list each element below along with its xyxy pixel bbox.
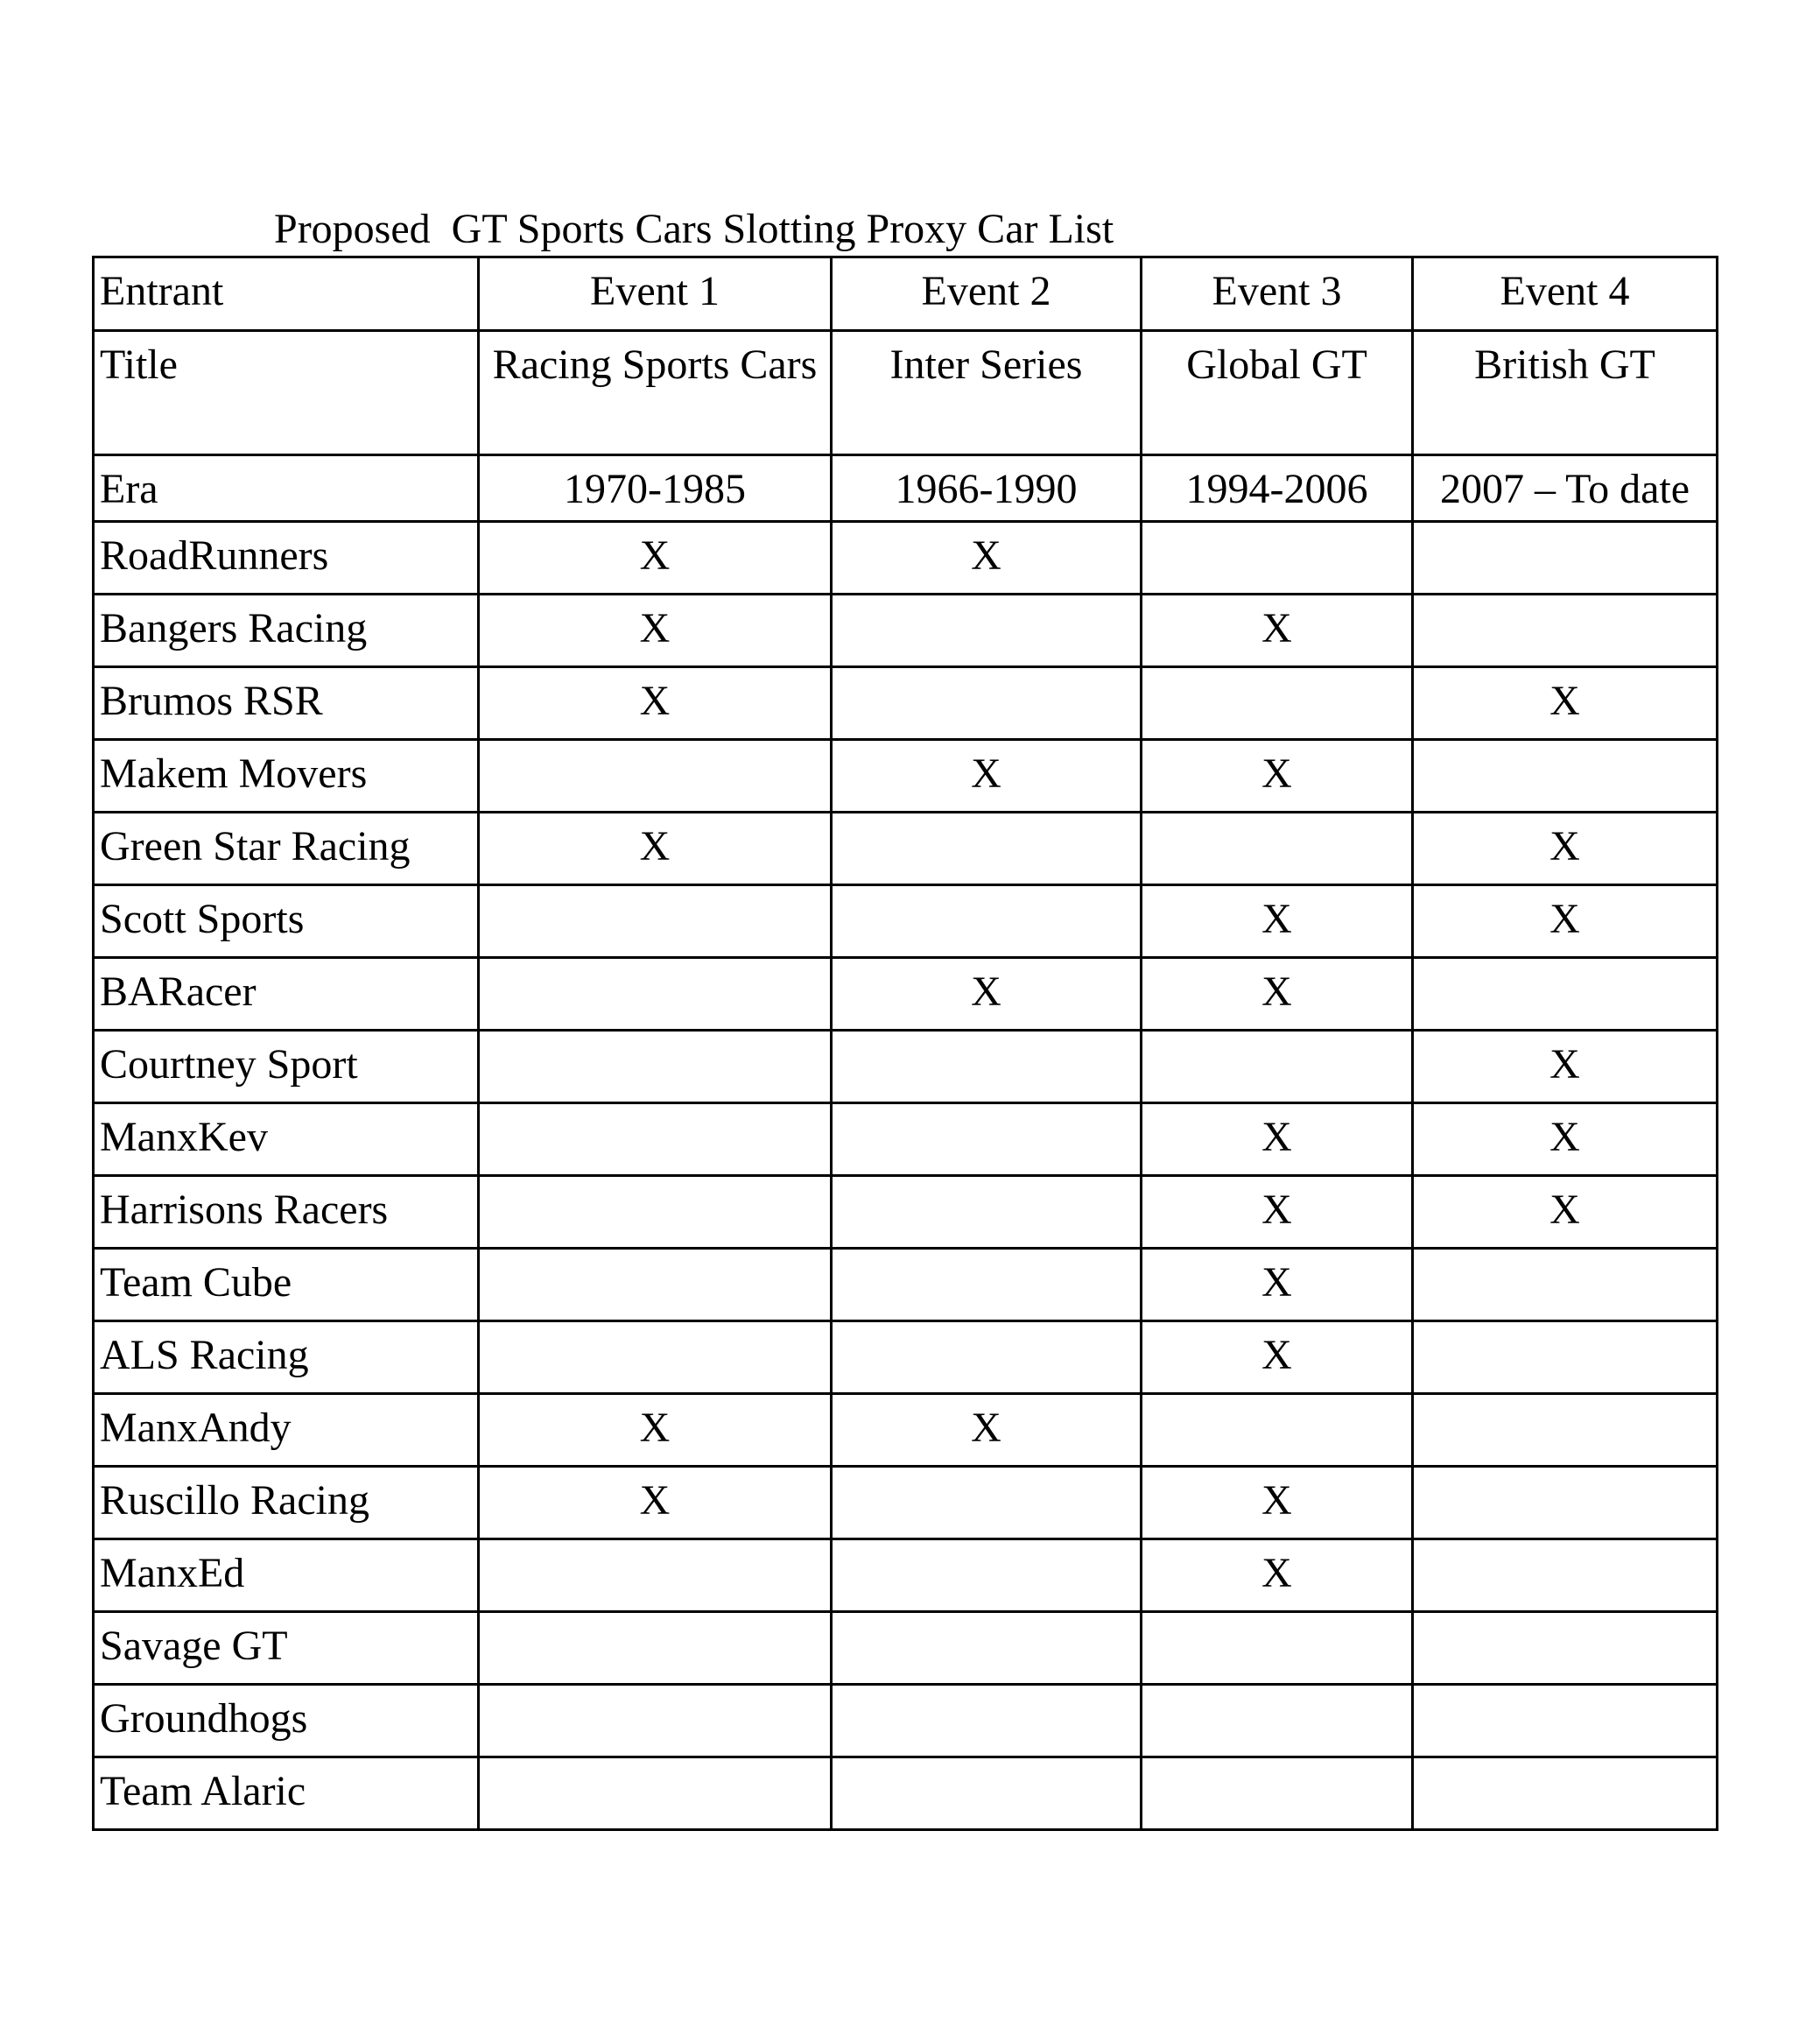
participation-mark-cell: X	[1413, 1103, 1718, 1176]
empty-cell	[1413, 522, 1718, 595]
participation-mark-cell: X	[1142, 958, 1413, 1031]
entrant-row	[94, 1467, 1718, 1539]
era-event-4-cell: 2007 – To date	[1413, 455, 1718, 522]
header-event-4: Event 4	[1413, 257, 1718, 331]
header-row	[94, 257, 1718, 331]
entrant-row	[94, 740, 1718, 813]
empty-cell	[479, 1757, 832, 1830]
entrant-name-cell: Courtney Sport	[94, 1031, 479, 1103]
empty-cell	[1413, 740, 1718, 813]
empty-cell	[479, 1249, 832, 1321]
entrant-name-cell: Ruscillo Racing	[94, 1467, 479, 1539]
participation-mark-cell: X	[1413, 1176, 1718, 1249]
entrant-name-cell: ManxKev	[94, 1103, 479, 1176]
participation-mark-cell: X	[832, 958, 1142, 1031]
empty-cell	[1142, 667, 1413, 740]
participation-mark-cell: X	[1142, 1467, 1413, 1539]
empty-cell	[1413, 1249, 1718, 1321]
empty-cell	[479, 958, 832, 1031]
empty-cell	[1413, 1539, 1718, 1612]
entrant-name-cell: ManxEd	[94, 1539, 479, 1612]
entrant-row	[94, 595, 1718, 667]
entrant-row	[94, 1685, 1718, 1757]
era-event-1-cell: 1970-1985	[479, 455, 832, 522]
proxy-car-table	[92, 256, 1718, 1831]
title-event-4-cell: British GT	[1413, 331, 1718, 455]
empty-cell	[832, 813, 1142, 885]
title-event-3-cell: Global GT	[1142, 331, 1413, 455]
empty-cell	[479, 740, 832, 813]
entrant-row	[94, 1031, 1718, 1103]
empty-cell	[832, 1249, 1142, 1321]
empty-cell	[832, 1685, 1142, 1757]
participation-mark-cell: X	[1413, 885, 1718, 958]
title-event-1-cell: Racing Sports Cars	[479, 331, 832, 455]
entrant-row	[94, 813, 1718, 885]
header-event-3: Event 3	[1142, 257, 1413, 331]
document-title: Proposed GT Sports Cars Slotting Proxy Car List	[274, 206, 1114, 252]
participation-mark-cell: X	[479, 667, 832, 740]
empty-cell	[1413, 1394, 1718, 1467]
empty-cell	[1142, 1757, 1413, 1830]
participation-mark-cell: X	[479, 1467, 832, 1539]
entrant-name-cell: Makem Movers	[94, 740, 479, 813]
entrant-name-cell: BARacer	[94, 958, 479, 1031]
empty-cell	[832, 1467, 1142, 1539]
era-row	[94, 455, 1718, 522]
entrant-name-cell: Scott Sports	[94, 885, 479, 958]
era-event-2-cell: 1966-1990	[832, 455, 1142, 522]
empty-cell	[832, 595, 1142, 667]
entrant-name-cell: Green Star Racing	[94, 813, 479, 885]
participation-mark-cell: X	[832, 1394, 1142, 1467]
participation-mark-cell: X	[1142, 885, 1413, 958]
title-row-label: Title	[94, 331, 479, 455]
entrant-row	[94, 667, 1718, 740]
participation-mark-cell: X	[479, 1394, 832, 1467]
entrant-row	[94, 522, 1718, 595]
entrant-name-cell: Team Cube	[94, 1249, 479, 1321]
header-event-2: Event 2	[832, 257, 1142, 331]
participation-mark-cell: X	[1142, 740, 1413, 813]
entrant-name-cell: Harrisons Racers	[94, 1176, 479, 1249]
participation-mark-cell: X	[1142, 1321, 1413, 1394]
entrant-name-cell: ManxAndy	[94, 1394, 479, 1467]
empty-cell	[1413, 1757, 1718, 1830]
entrant-name-cell: ALS Racing	[94, 1321, 479, 1394]
empty-cell	[832, 1031, 1142, 1103]
header-entrant: Entrant	[94, 257, 479, 331]
participation-mark-cell: X	[832, 740, 1142, 813]
entrant-row	[94, 1612, 1718, 1685]
entrant-row	[94, 1321, 1718, 1394]
entrant-row	[94, 1394, 1718, 1467]
empty-cell	[479, 1176, 832, 1249]
participation-mark-cell: X	[1413, 667, 1718, 740]
era-event-3-cell: 1994-2006	[1142, 455, 1413, 522]
empty-cell	[1142, 1031, 1413, 1103]
empty-cell	[1413, 1612, 1718, 1685]
entrant-row	[94, 958, 1718, 1031]
empty-cell	[1413, 1685, 1718, 1757]
empty-cell	[479, 1612, 832, 1685]
entrant-row	[94, 885, 1718, 958]
participation-mark-cell: X	[1142, 1539, 1413, 1612]
participation-mark-cell: X	[1142, 595, 1413, 667]
empty-cell	[479, 1103, 832, 1176]
title-event-2-cell: Inter Series	[832, 331, 1142, 455]
empty-cell	[832, 667, 1142, 740]
empty-cell	[479, 1685, 832, 1757]
empty-cell	[832, 1539, 1142, 1612]
entrant-rows	[94, 522, 1718, 1830]
entrant-name-cell: Team Alaric	[94, 1757, 479, 1830]
empty-cell	[1142, 1612, 1413, 1685]
empty-cell	[1413, 958, 1718, 1031]
participation-mark-cell: X	[1413, 1031, 1718, 1103]
empty-cell	[479, 1321, 832, 1394]
participation-mark-cell: X	[1142, 1176, 1413, 1249]
entrant-name-cell: Groundhogs	[94, 1685, 479, 1757]
empty-cell	[1413, 1467, 1718, 1539]
empty-cell	[832, 1321, 1142, 1394]
entrant-row	[94, 1103, 1718, 1176]
entrant-name-cell: Bangers Racing	[94, 595, 479, 667]
entrant-name-cell: Brumos RSR	[94, 667, 479, 740]
entrant-row	[94, 1176, 1718, 1249]
empty-cell	[1142, 813, 1413, 885]
title-row	[94, 331, 1718, 455]
participation-mark-cell: X	[1142, 1103, 1413, 1176]
empty-cell	[479, 885, 832, 958]
entrant-row	[94, 1249, 1718, 1321]
participation-mark-cell: X	[479, 595, 832, 667]
participation-mark-cell: X	[479, 522, 832, 595]
empty-cell	[832, 1612, 1142, 1685]
participation-mark-cell: X	[832, 522, 1142, 595]
empty-cell	[1142, 522, 1413, 595]
empty-cell	[1413, 1321, 1718, 1394]
empty-cell	[1142, 1394, 1413, 1467]
empty-cell	[832, 1103, 1142, 1176]
entrant-name-cell: RoadRunners	[94, 522, 479, 595]
empty-cell	[479, 1539, 832, 1612]
entrant-row	[94, 1757, 1718, 1830]
participation-mark-cell: X	[1413, 813, 1718, 885]
empty-cell	[832, 1757, 1142, 1830]
empty-cell	[1413, 595, 1718, 667]
participation-mark-cell: X	[479, 813, 832, 885]
empty-cell	[479, 1031, 832, 1103]
empty-cell	[1142, 1685, 1413, 1757]
entrant-name-cell: Savage GT	[94, 1612, 479, 1685]
header-event-1: Event 1	[479, 257, 832, 331]
participation-mark-cell: X	[1142, 1249, 1413, 1321]
entrant-row	[94, 1539, 1718, 1612]
era-row-label: Era	[94, 455, 479, 522]
empty-cell	[832, 1176, 1142, 1249]
empty-cell	[832, 885, 1142, 958]
